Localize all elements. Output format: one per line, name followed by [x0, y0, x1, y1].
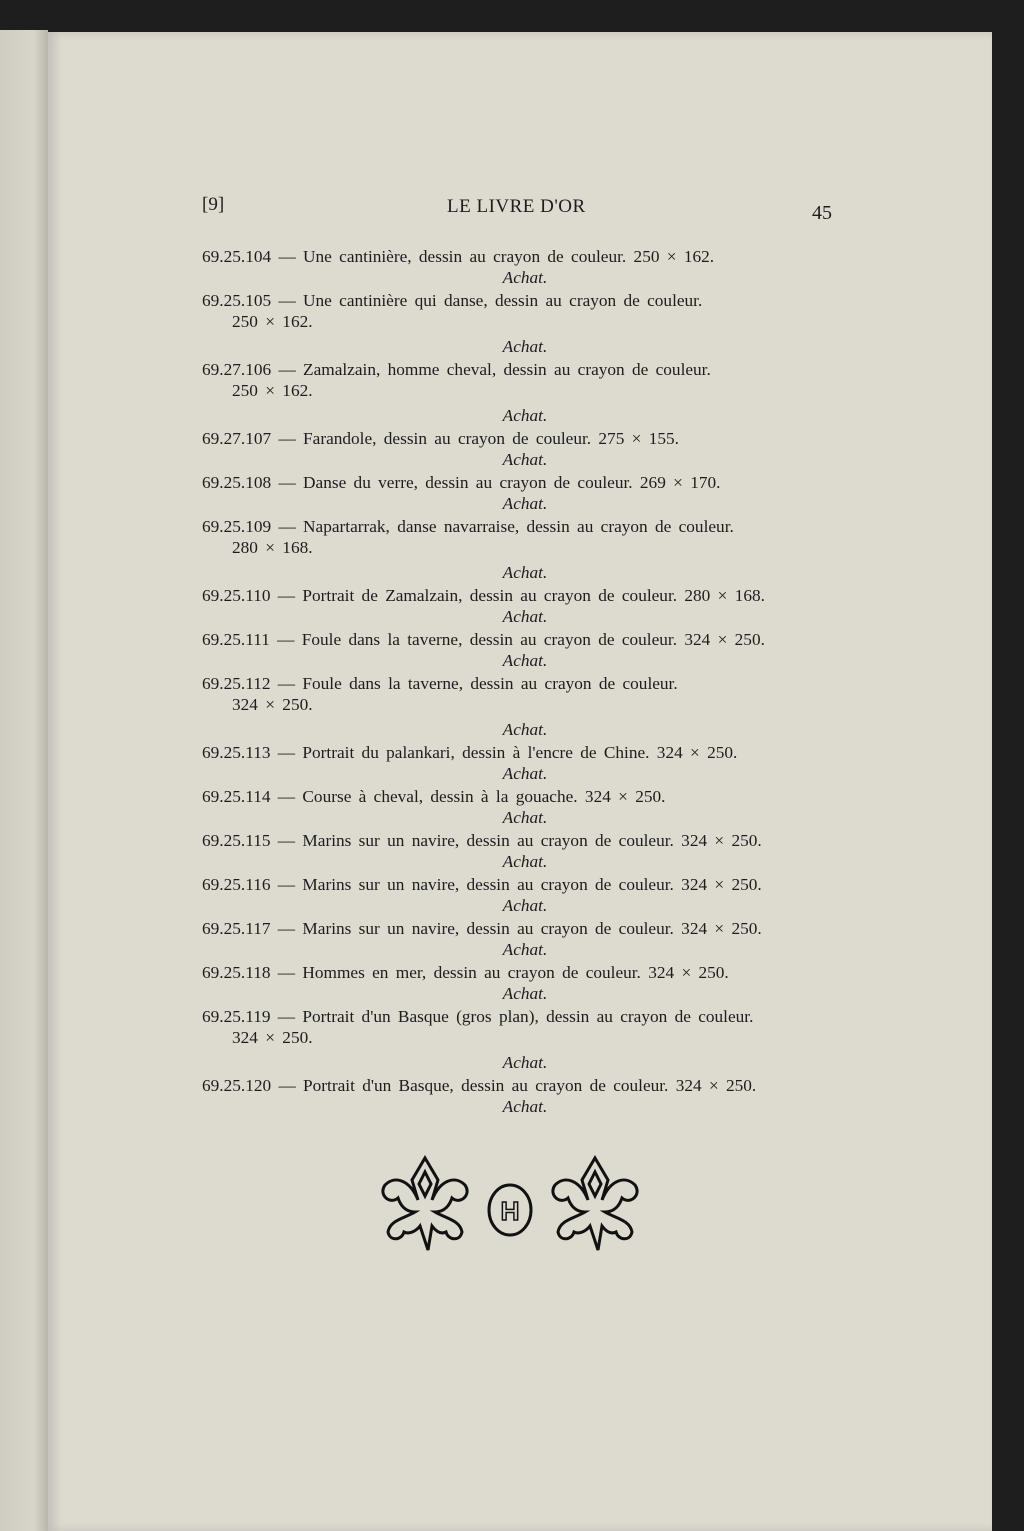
entry-description: 69.25.108 — Danse du verre, dessin au crayon de couleur. 269 × 170. [202, 473, 721, 492]
catalogue-entry [202, 962, 842, 1004]
catalogue-entry [202, 830, 842, 872]
catalogue-entry [202, 472, 842, 514]
entry-acquisition-note: Achat. [502, 651, 548, 670]
entry-acquisition-note: Achat. [502, 1053, 548, 1072]
fleur-de-lis-icon-right [553, 1158, 637, 1250]
entry-acquisition-note: Achat. [502, 406, 548, 425]
section-number: [9] [202, 194, 225, 215]
entry-description: 69.25.118 — Hommes en mer, dessin au crayon de couleur. 324 × 250. [202, 963, 729, 982]
entry-description: 69.25.112 — Foule dans la taverne, dessin au crayon de couleur. [202, 674, 678, 693]
monogram-letter: H [500, 1196, 520, 1226]
running-title: LE LIVRE D'OR [447, 196, 586, 217]
fleur-de-lis-icon-left [383, 1158, 467, 1250]
entry-acquisition-note: Achat. [502, 808, 548, 827]
running-header [202, 194, 832, 224]
catalogue-entries [202, 246, 842, 1119]
entry-dimensions: 250 × 162. [232, 381, 313, 400]
catalogue-entry [202, 1006, 842, 1073]
entry-description: 69.25.109 — Napartarrak, danse navarraise, dessin au crayon de couleur. [202, 517, 734, 536]
page-number: 45 [812, 202, 832, 224]
entry-acquisition-note: Achat. [502, 563, 548, 582]
catalogue-entry [202, 246, 842, 288]
previous-page-edge [0, 30, 48, 1531]
catalogue-entry [202, 629, 842, 671]
entry-description: 69.25.120 — Portrait d'un Basque, dessin au crayon de couleur. 324 × 250. [202, 1076, 757, 1095]
entry-description: 69.27.107 — Farandole, dessin au crayon de couleur. 275 × 155. [202, 429, 679, 448]
entry-description: 69.25.117 — Marins sur un navire, dessin au crayon de couleur. 324 × 250. [202, 919, 762, 938]
entry-description: 69.25.113 — Portrait du palankari, dessin à l'encre de Chine. 324 × 250. [202, 743, 738, 762]
fleur-de-lis-ornament [380, 1150, 640, 1260]
entry-acquisition-note: Achat. [502, 494, 548, 513]
entry-acquisition-note: Achat. [502, 268, 548, 287]
catalogue-entry [202, 359, 842, 426]
catalogue-entry [202, 1075, 842, 1117]
entry-description: 69.25.119 — Portrait d'un Basque (gros plan), dessin au crayon de couleur. [202, 1007, 754, 1026]
entry-description: 69.25.110 — Portrait de Zamalzain, dessin au crayon de couleur. 280 × 168. [202, 586, 765, 605]
entry-dimensions: 324 × 250. [232, 1028, 313, 1047]
monogram-seal-icon [489, 1185, 531, 1235]
entry-dimensions: 250 × 162. [232, 312, 313, 331]
catalogue-entry [202, 673, 842, 740]
entry-description: 69.25.116 — Marins sur un navire, dessin au crayon de couleur. 324 × 250. [202, 875, 762, 894]
entry-description: 69.25.105 — Une cantinière qui danse, dessin au crayon de couleur. [202, 291, 703, 310]
entry-description: 69.25.111 — Foule dans la taverne, dessin au crayon de couleur. 324 × 250. [202, 630, 765, 649]
entry-description: 69.25.115 — Marins sur un navire, dessin au crayon de couleur. 324 × 250. [202, 831, 762, 850]
catalogue-entry [202, 516, 842, 583]
catalogue-entry [202, 918, 842, 960]
entry-description: 69.25.104 — Une cantinière, dessin au crayon de couleur. 250 × 162. [202, 247, 715, 266]
catalogue-entry [202, 428, 842, 470]
catalogue-entry [202, 290, 842, 357]
entry-acquisition-note: Achat. [502, 896, 548, 915]
entry-acquisition-note: Achat. [502, 720, 548, 739]
catalogue-entry [202, 874, 842, 916]
catalogue-entry [202, 786, 842, 828]
entry-dimensions: 324 × 250. [232, 695, 313, 714]
entry-dimensions: 280 × 168. [232, 538, 313, 557]
entry-description: 69.27.106 — Zamalzain, homme cheval, dessin au crayon de couleur. [202, 360, 711, 379]
entry-acquisition-note: Achat. [502, 450, 548, 469]
entry-acquisition-note: Achat. [502, 764, 548, 783]
catalogue-entry [202, 585, 842, 627]
entry-acquisition-note: Achat. [502, 984, 548, 1003]
entry-acquisition-note: Achat. [502, 852, 548, 871]
entry-acquisition-note: Achat. [502, 1097, 548, 1116]
catalogue-entry [202, 742, 842, 784]
entry-description: 69.25.114 — Course à cheval, dessin à la gouache. 324 × 250. [202, 787, 666, 806]
entry-acquisition-note: Achat. [502, 337, 548, 356]
entry-acquisition-note: Achat. [502, 607, 548, 626]
entry-acquisition-note: Achat. [502, 940, 548, 959]
